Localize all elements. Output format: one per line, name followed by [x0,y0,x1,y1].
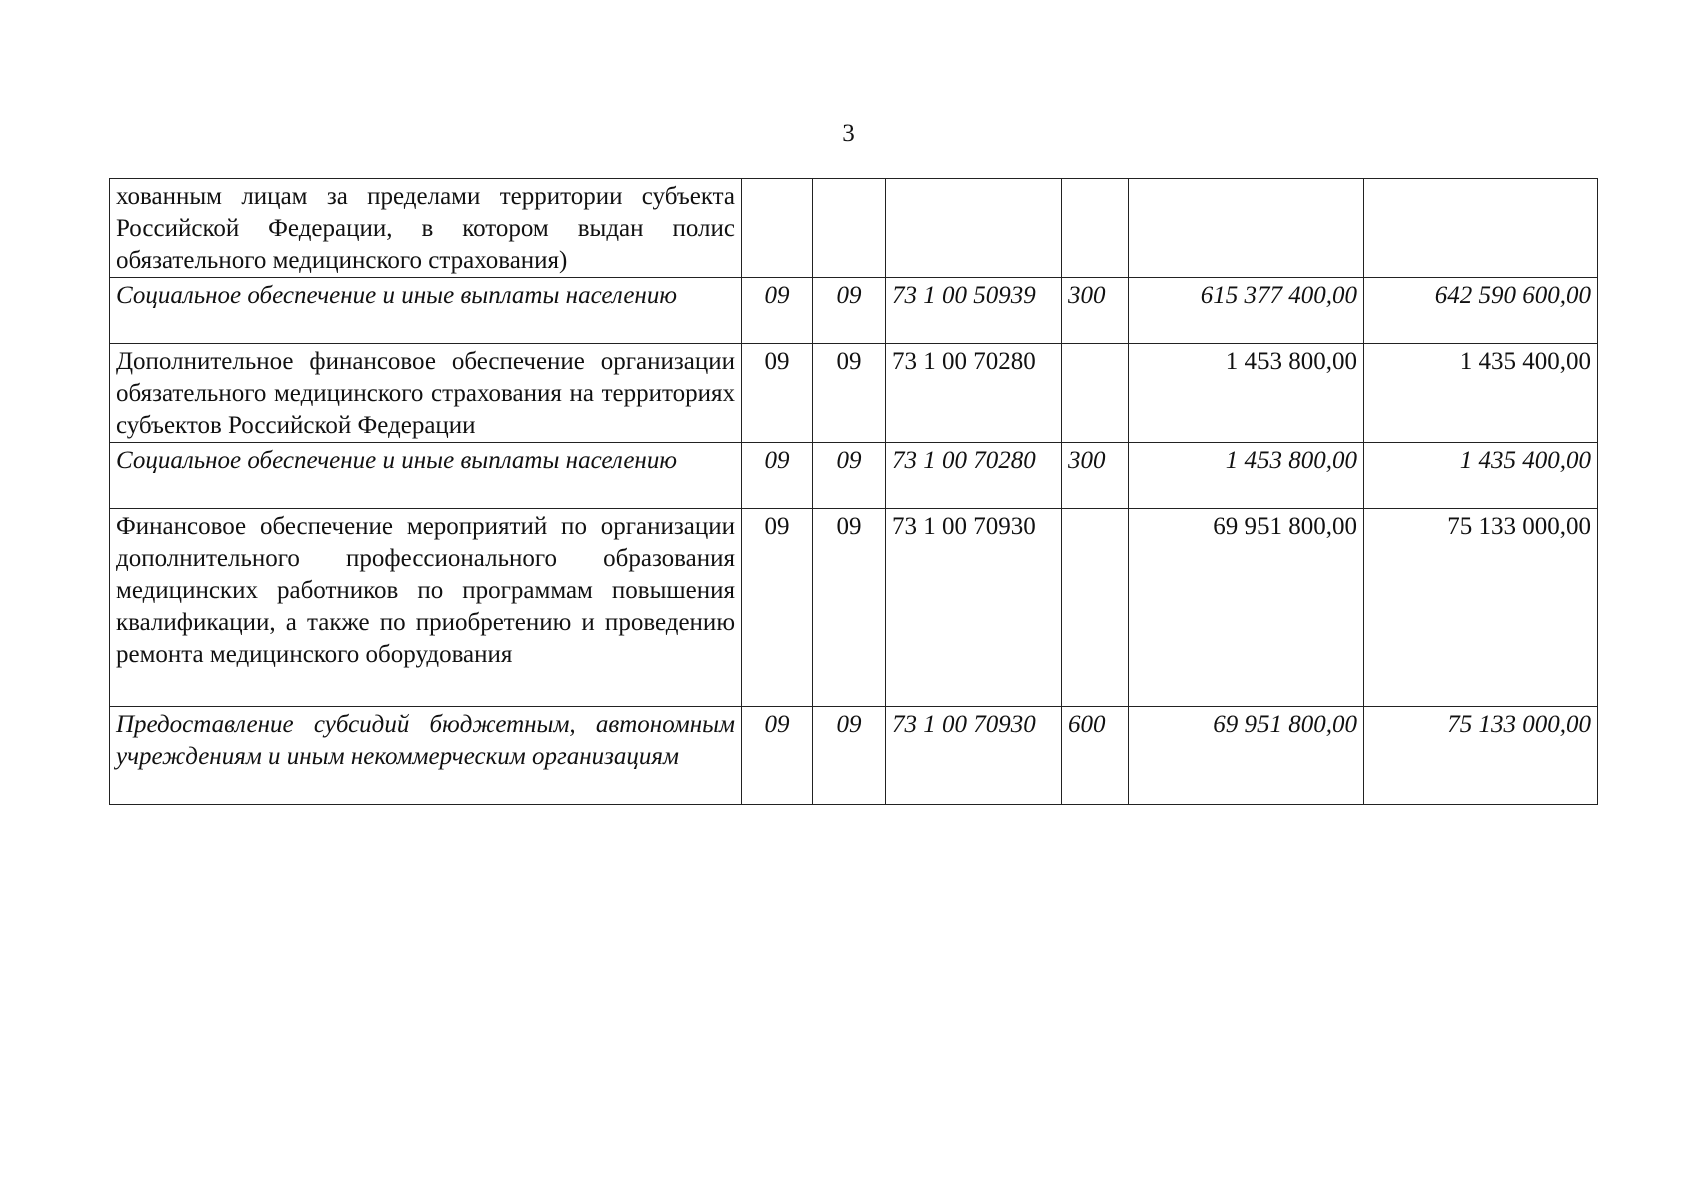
section-code-cell: 09 [742,344,813,443]
amount-year2-cell: 642 590 600,00 [1364,278,1598,344]
budget-table [109,178,1598,805]
amount-year2-cell [1364,179,1598,278]
expense-type-cell [1062,344,1129,443]
row-name-cell: Социальное обеспечение и иные выплаты населению [110,278,742,344]
table-row [110,509,1598,707]
amount-year2-cell: 1 435 400,00 [1364,344,1598,443]
table-row [110,278,1598,344]
row-name-cell: Финансовое обеспечение мероприятий по организации дополнительного профессионального образования медицинских работников по программам повышения квалификации, а также по приобретению и проведению ремонта медицинского оборудования [110,509,742,707]
section-code-cell: 09 [742,443,813,509]
section-code-cell: 09 [742,278,813,344]
section-code-cell: 09 [742,509,813,707]
target-article-cell: 73 1 00 70280 [886,344,1062,443]
expense-type-cell: 600 [1062,707,1129,805]
section-code-cell: 09 [742,707,813,805]
row-name-cell: Дополнительное финансовое обеспечение организации обязательного медицинского страхования на территориях субъектов Российской Федерации [110,344,742,443]
table-row [110,707,1598,805]
expense-type-cell [1062,179,1129,278]
amount-year1-cell: 1 453 800,00 [1129,344,1364,443]
expense-type-cell: 300 [1062,443,1129,509]
amount-year1-cell: 69 951 800,00 [1129,509,1364,707]
amount-year1-cell: 1 453 800,00 [1129,443,1364,509]
table-row [110,179,1598,278]
amount-year1-cell: 69 951 800,00 [1129,707,1364,805]
row-name-cell: хованным лицам за пределами территории субъекта Российской Федерации, в котором выдан полис обязательного медицинского страхования) [110,179,742,278]
table-row [110,443,1598,509]
amount-year1-cell: 615 377 400,00 [1129,278,1364,344]
target-article-cell: 73 1 00 70930 [886,707,1062,805]
expense-type-cell [1062,509,1129,707]
target-article-cell: 73 1 00 50939 [886,278,1062,344]
subsection-code-cell [813,179,886,278]
row-name-cell: Предоставление субсидий бюджетным, автономным учреждениям и иным некоммерческим организациям [110,707,742,805]
subsection-code-cell: 09 [813,278,886,344]
target-article-cell: 73 1 00 70280 [886,443,1062,509]
page-number: 3 [842,120,855,147]
row-name-cell: Социальное обеспечение и иные выплаты населению [110,443,742,509]
amount-year1-cell [1129,179,1364,278]
amount-year2-cell: 75 133 000,00 [1364,707,1598,805]
section-code-cell [742,179,813,278]
subsection-code-cell: 09 [813,707,886,805]
subsection-code-cell: 09 [813,443,886,509]
expense-type-cell: 300 [1062,278,1129,344]
subsection-code-cell: 09 [813,509,886,707]
subsection-code-cell: 09 [813,344,886,443]
table-row [110,344,1598,443]
amount-year2-cell: 75 133 000,00 [1364,509,1598,707]
target-article-cell [886,179,1062,278]
target-article-cell: 73 1 00 70930 [886,509,1062,707]
amount-year2-cell: 1 435 400,00 [1364,443,1598,509]
